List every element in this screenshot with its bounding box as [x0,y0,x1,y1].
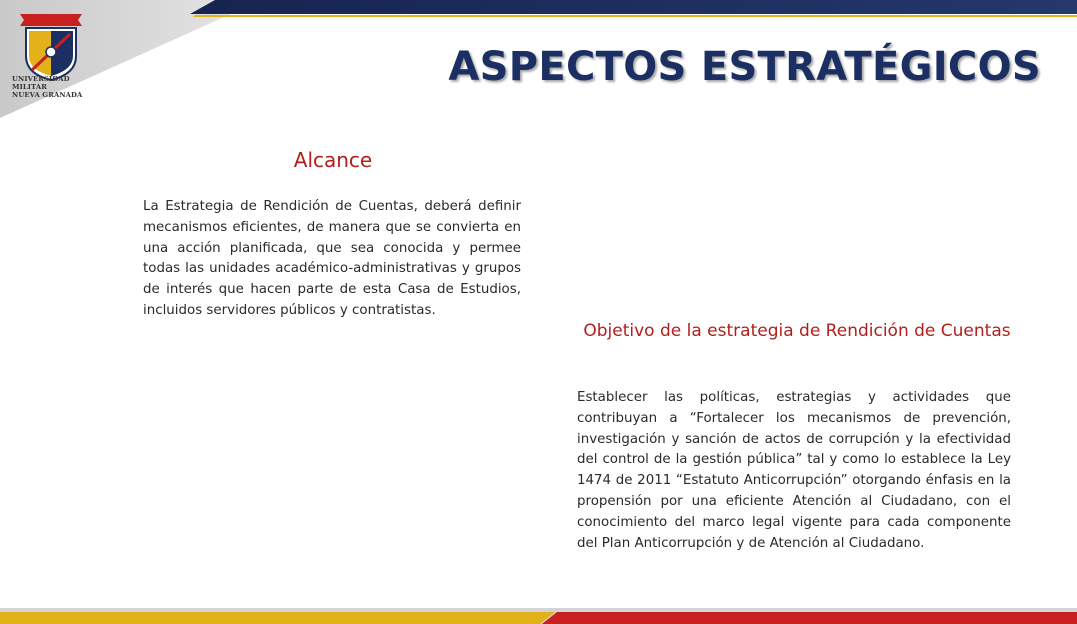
university-logo-text [12,75,94,99]
logo-line-1: UNIVERSIDAD MILITAR [12,75,70,91]
section-body-alcance: La Estrategia de Rendición de Cuentas, deberá definir mecanismos eficientes, de manera que se convierta en una acción planificada, que sea conocida y permee todas las unidades académico-administrativas y grupos de interés que hacen parte de esta Casa de Estudios, incluidos servidores públicos y contratistas. [143,199,521,318]
header-navy-band [190,0,1077,14]
footer-red-stripe [542,612,1077,624]
section-heading-alcance: Alcance [293,148,373,172]
section-heading-objetivo: Objetivo de la estrategia de Rendición de Cuentas [583,321,1011,341]
header-gold-stripe [193,15,1077,17]
section-body-objetivo: Establecer las políticas, estrategias y actividades que contribuyan a “Fortalecer los mecanismos de prevención, investigación y sanción de actos de corrupción y la efectividad del control de la gestión pública” tal y como lo establece la Ley 1474 de 2011 “Estatuto Anticorrupción” otorgando énfasis en la propensión por una eficiente Atención al Ciudadano, con el conocimiento del marco legal vigente para cada componente del Plan Anticorrupción y de Atención al Ciudadano. [577,390,1011,551]
page-title: ASPECTOS ESTRATÉGICOS [448,44,1041,90]
logo-line-2: NUEVA GRANADA [12,91,83,99]
footer-gold-stripe [0,612,555,624]
